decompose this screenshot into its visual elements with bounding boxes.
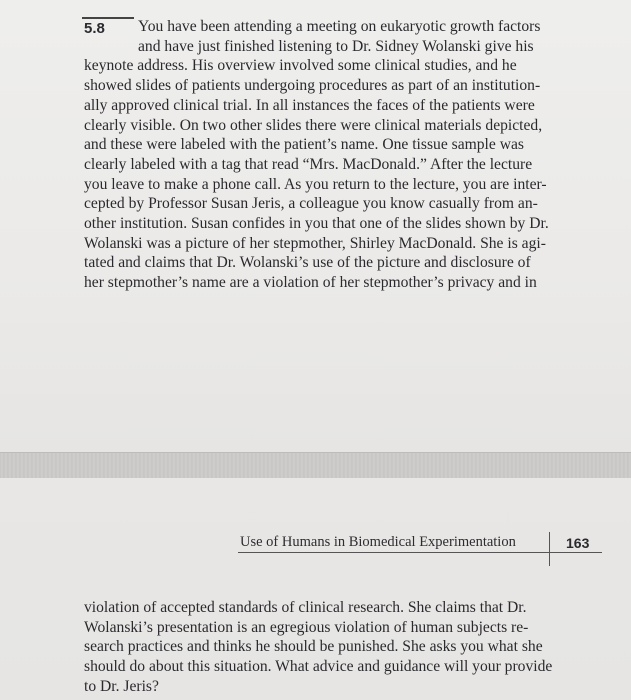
running-header-divider — [549, 532, 550, 566]
text-line: cepted by Professor Susan Jeris, a colleague you know casually from an- — [84, 195, 538, 213]
running-header-title: Use of Humans in Biomedical Experimentation — [240, 534, 516, 550]
page-gap — [0, 452, 631, 480]
text-line: Wolanski’s presentation is an egregious violation of human subjects re- — [84, 618, 529, 636]
text-line: You have been attending a meeting on eukaryotic growth factors — [138, 18, 541, 35]
text-line: Wolanski was a picture of her stepmother, Shirley MacDonald. She is agi- — [84, 234, 546, 252]
text-line: her stepmother’s name are a violation of her stepmother’s privacy and in — [84, 274, 537, 292]
text-line: clearly visible. On two other slides there were clinical materials depicted, — [84, 116, 543, 134]
text-line: search practices and thinks he should be punished. She asks you what she — [84, 638, 543, 656]
text-line: other institution. Susan confides in you that one of the slides shown by Dr. — [84, 215, 549, 233]
text-line: tated and claims that Dr. Wolanski’s use of the picture and disclosure of — [84, 254, 531, 272]
text-line: clearly labeled with a tag that read “Mrs. MacDonald.” After the lecture — [84, 155, 533, 173]
text-line: and these were labeled with the patient’s name. One tissue sample was — [84, 136, 524, 154]
text-line: keynote address. His overview involved some clinical studies, and he — [84, 57, 517, 75]
text-line: and have just finished listening to Dr. Sidney Wolanski give his — [138, 37, 534, 55]
problem-text-lower — [84, 598, 608, 697]
text-line: should do about this situation. What advice and guidance will your provide — [84, 658, 553, 676]
problem-number: 5.8 — [84, 20, 105, 37]
text-line: violation of accepted standards of clinical research. She claims that Dr. — [84, 599, 527, 616]
problem-text-upper — [84, 17, 608, 293]
page-number: 163 — [566, 535, 590, 551]
running-header-rule — [238, 552, 602, 553]
text-line: showed slides of patients undergoing procedures as part of an institution- — [84, 77, 541, 95]
text-line: ally approved clinical trial. In all instances the faces of the patients were — [84, 96, 535, 114]
text-line: you leave to make a phone call. As you return to the lecture, you are inter- — [84, 175, 547, 193]
text-line: to Dr. Jeris? — [84, 677, 159, 695]
